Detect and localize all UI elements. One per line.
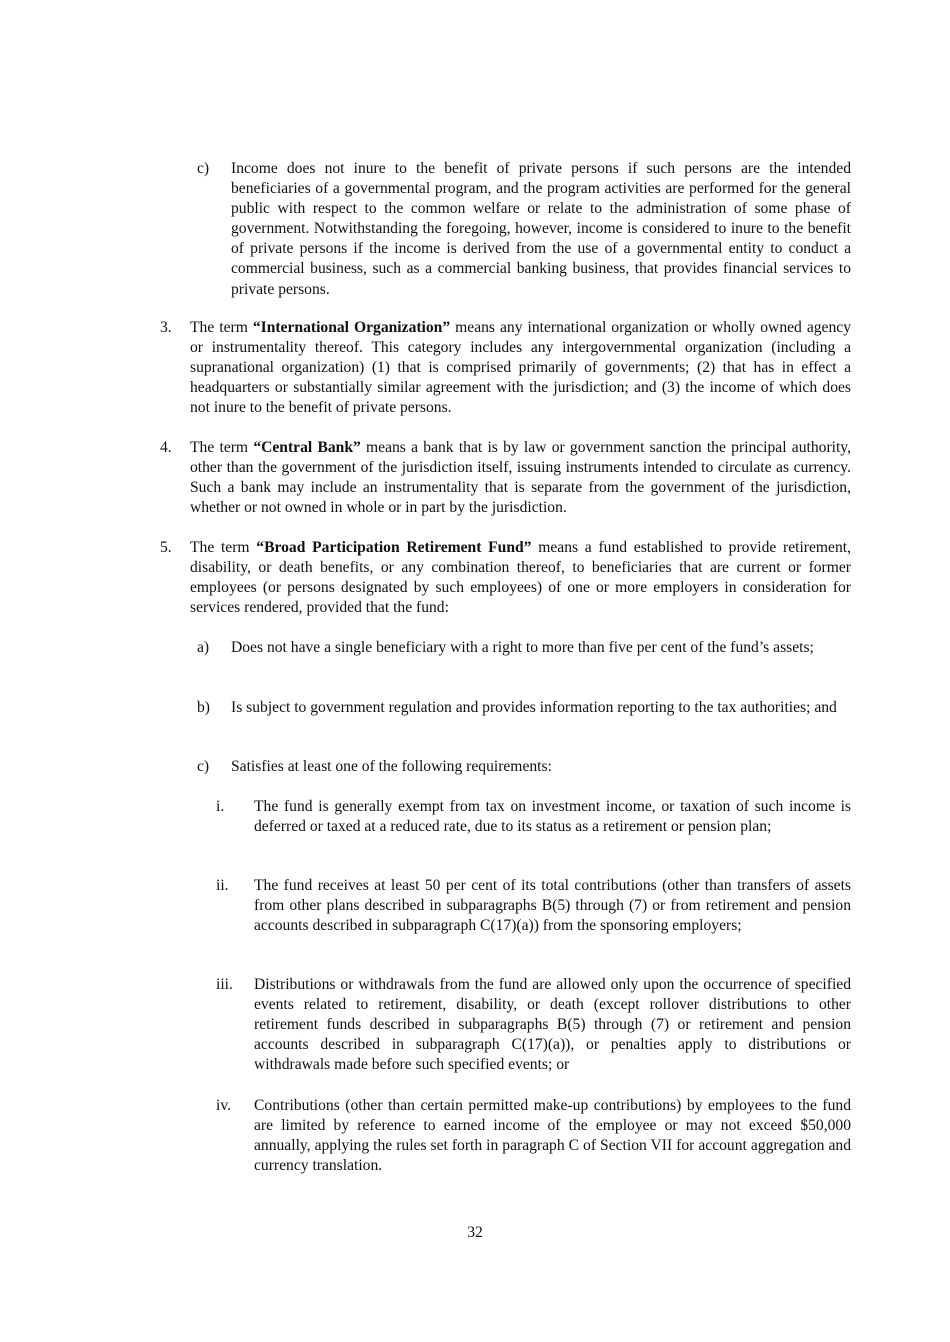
list-marker: 3. xyxy=(160,319,172,336)
paragraph-5c-ii xyxy=(216,876,851,936)
paragraph-text: Income does not inure to the benefit of private persons if such persons are the intended beneficiaries of a governmental program, and the program activities are performed for the general public with respect to the common welfare or relate to the administration of some phase of government. Notwithstanding the foregoing, however, income is considered to inure to the benefit of private persons if the income is derived from the use of a governmental entity to conduct a commercial business, such as a commercial banking business, that provides financial services to private persons. xyxy=(231,160,851,298)
paragraph-text xyxy=(190,438,851,518)
list-marker: 5. xyxy=(160,539,172,556)
definition-text: means any international organization or wholly owned agency or instrumentality thereof. This category includes any intergovernmental organization (including a supranational organization) (1) that is comprised primarily of governments; (2) that has in effect a headquarters or substantially similar agreement with the jurisdiction; and (3) the income of which does not inure to the benefit of private persons. xyxy=(190,319,851,417)
paragraph-5c-iv xyxy=(216,1096,851,1176)
defined-term: “Broad Participation Retirement Fund” xyxy=(256,539,532,556)
paragraph-text: Satisfies at least one of the following requirements: xyxy=(231,758,552,775)
defined-term: “International Organization” xyxy=(252,319,451,336)
list-marker: a) xyxy=(197,639,210,656)
term-prefix: The term xyxy=(190,439,254,456)
paragraph-5c-i xyxy=(216,797,851,837)
paragraph-text: Is subject to government regulation and provides information reporting to the tax authorities; and xyxy=(231,699,837,716)
paragraph-5c xyxy=(197,757,851,777)
paragraph-text: The fund is generally exempt from tax on investment income, or taxation of such income is deferred or taxed at a reduced rate, due to its status as a retirement or pension plan; xyxy=(254,798,851,836)
defined-term: “Central Bank” xyxy=(253,439,361,456)
page-number: 32 xyxy=(467,1224,483,1241)
list-marker: iii. xyxy=(216,976,233,993)
paragraph-text xyxy=(190,538,851,618)
paragraph-5b xyxy=(197,698,851,718)
paragraph-text: Distributions or withdrawals from the fund are allowed only upon the occurrence of specified events related to retirement, disability, or death (except rollover distributions to other retirement funds described in subparagraphs B(5) through (7) or retirement and pension accounts described in subparagraph C(17)(a)), or penalties apply to distributions or withdrawals made before such specified events; or xyxy=(254,976,851,1074)
list-marker: i. xyxy=(216,798,225,815)
paragraph-5c-iii xyxy=(216,975,851,1075)
paragraph-text: Does not have a single beneficiary with a right to more than five per cent of the fund’s assets; xyxy=(231,639,814,656)
paragraph-3-international-organization xyxy=(160,318,851,418)
term-prefix: The term xyxy=(190,319,253,336)
paragraph-4-central-bank xyxy=(160,438,851,518)
term-prefix: The term xyxy=(190,539,257,556)
list-marker: c) xyxy=(197,160,210,177)
list-marker: 4. xyxy=(160,439,172,456)
definition-text: means a bank that is by law or government sanction the principal authority, other than the government of the jurisdiction itself, issuing instruments intended to circulate as currency. Such a bank may include an instrumentality that is separate from the government of the jurisdiction, whether or not owned in whole or in part by the jurisdiction. xyxy=(190,439,851,517)
list-marker: b) xyxy=(197,699,210,716)
paragraph-5a xyxy=(197,638,851,658)
list-marker: iv. xyxy=(216,1097,232,1114)
paragraph-text xyxy=(190,318,851,418)
list-marker: ii. xyxy=(216,877,229,894)
paragraph-text: Contributions (other than certain permitted make-up contributions) by employees to the fund are limited by reference to earned income of the employee or may not exceed $50,000 annually, applying the rules set forth in paragraph C of Section VII for account aggregation and currency translation. xyxy=(254,1097,851,1175)
paragraph-5-broad-participation-retirement-fund xyxy=(160,538,851,618)
list-marker: c) xyxy=(197,758,210,775)
definition-text: means a fund established to provide retirement, disability, or death benefits, or any combination thereof, to beneficiaries that are current or former employees (or persons designated by such employees) of one or more employers in consideration for services rendered, provided that the fund: xyxy=(190,539,851,617)
paragraph-text: The fund receives at least 50 per cent of its total contributions (other than transfers of assets from other plans described in subparagraphs B(5) through (7) or from retirement and pension accounts described in subparagraph C(17)(a)) from the sponsoring employers; xyxy=(254,877,851,935)
paragraph-2c xyxy=(197,159,851,300)
